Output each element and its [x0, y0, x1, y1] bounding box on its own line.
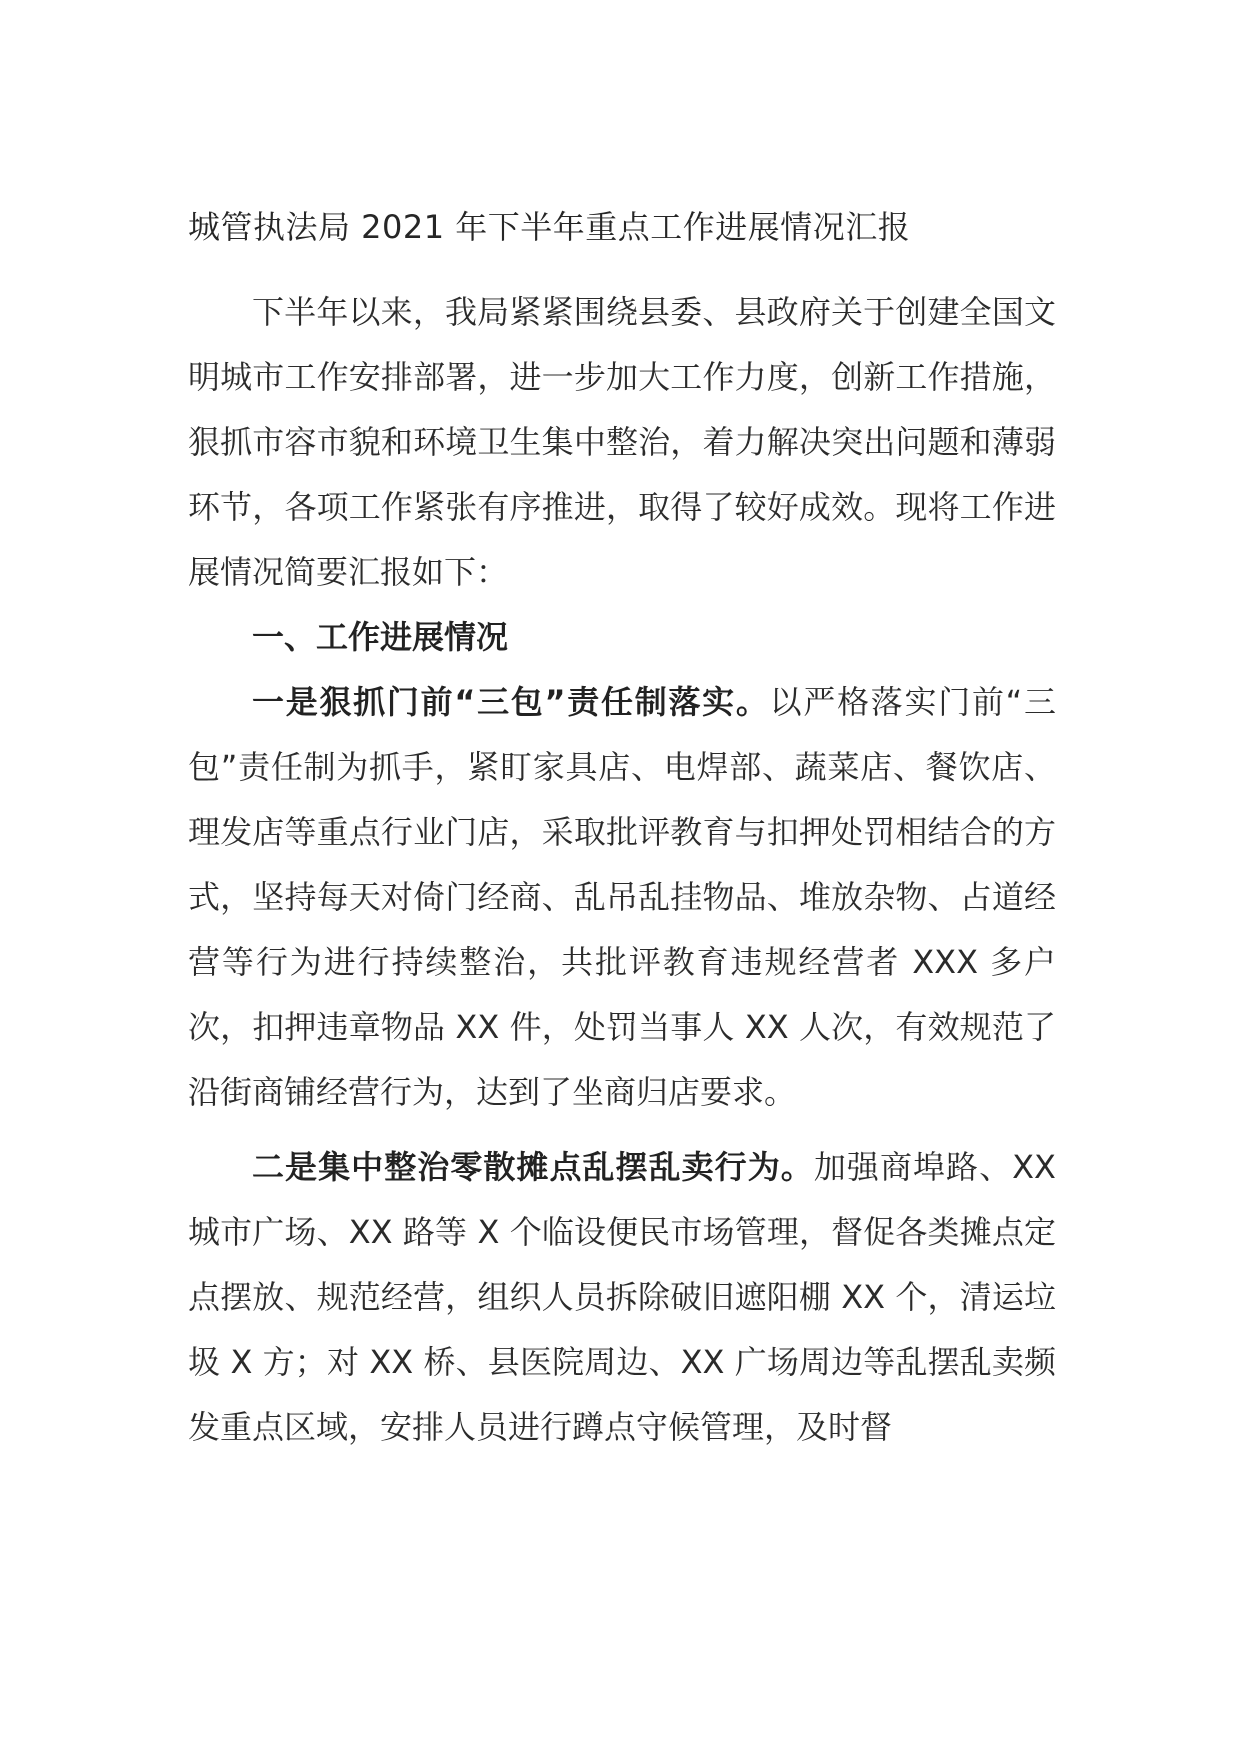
work-item-lead: 二是集中整治零散摊点乱摆乱卖行为。 [252, 1148, 814, 1186]
work-item-paragraph [188, 1135, 1056, 1460]
work-item-text: 以严格落实门前“三包”责任制为抓手，紧盯家具店、电焊部、蔬菜店、餐饮店、理发店等重点行业门店，采取批评教育与扣押处罚相结合的方式，坚持每天对倚门经商、乱吊乱挂物品、堆放杂物、占道经营等行为进行持续整治，共批评教育违规经营者 XXX 多户次，扣押违章物品 XX 件，处罚当事人 XX 人次，有效规范了沿街商铺经营行为，达到了坐商归店要求。 [188, 683, 1056, 1111]
intro-paragraph: 下半年以来，我局紧紧围绕县委、县政府关于创建全国文明城市工作安排部署，进一步加大工作力度，创新工作措施，狠抓市容市貌和环境卫生集中整治，着力解决突出问题和薄弱环节，各项工作紧张有序推进，取得了较好成效。现将工作进展情况简要汇报如下： [188, 293, 1056, 591]
section-heading: 一、工作进展情况 [252, 618, 509, 656]
paragraph-spacer [188, 1125, 1056, 1135]
work-item-text: 加强商埠路、XX 城市广场、XX 路等 X 个临设便民市场管理，督促各类摊点定点摆放、规范经营，组织人员拆除破旧遮阳棚 XX 个，清运垃圾 X 方；对 XX 桥、县医院周边、XX 广场周边等乱摆乱卖频发重点区域，安排人员进行蹲点守候管理，及时督 [188, 1148, 1056, 1446]
document-body [188, 200, 1056, 1460]
work-item-lead: 一是狠抓门前“三包”责任制落实。 [252, 683, 770, 721]
work-item-paragraph [188, 670, 1056, 1125]
document-title: 城管执法局 2021 年下半年重点工作进展情况汇报 [188, 208, 911, 246]
